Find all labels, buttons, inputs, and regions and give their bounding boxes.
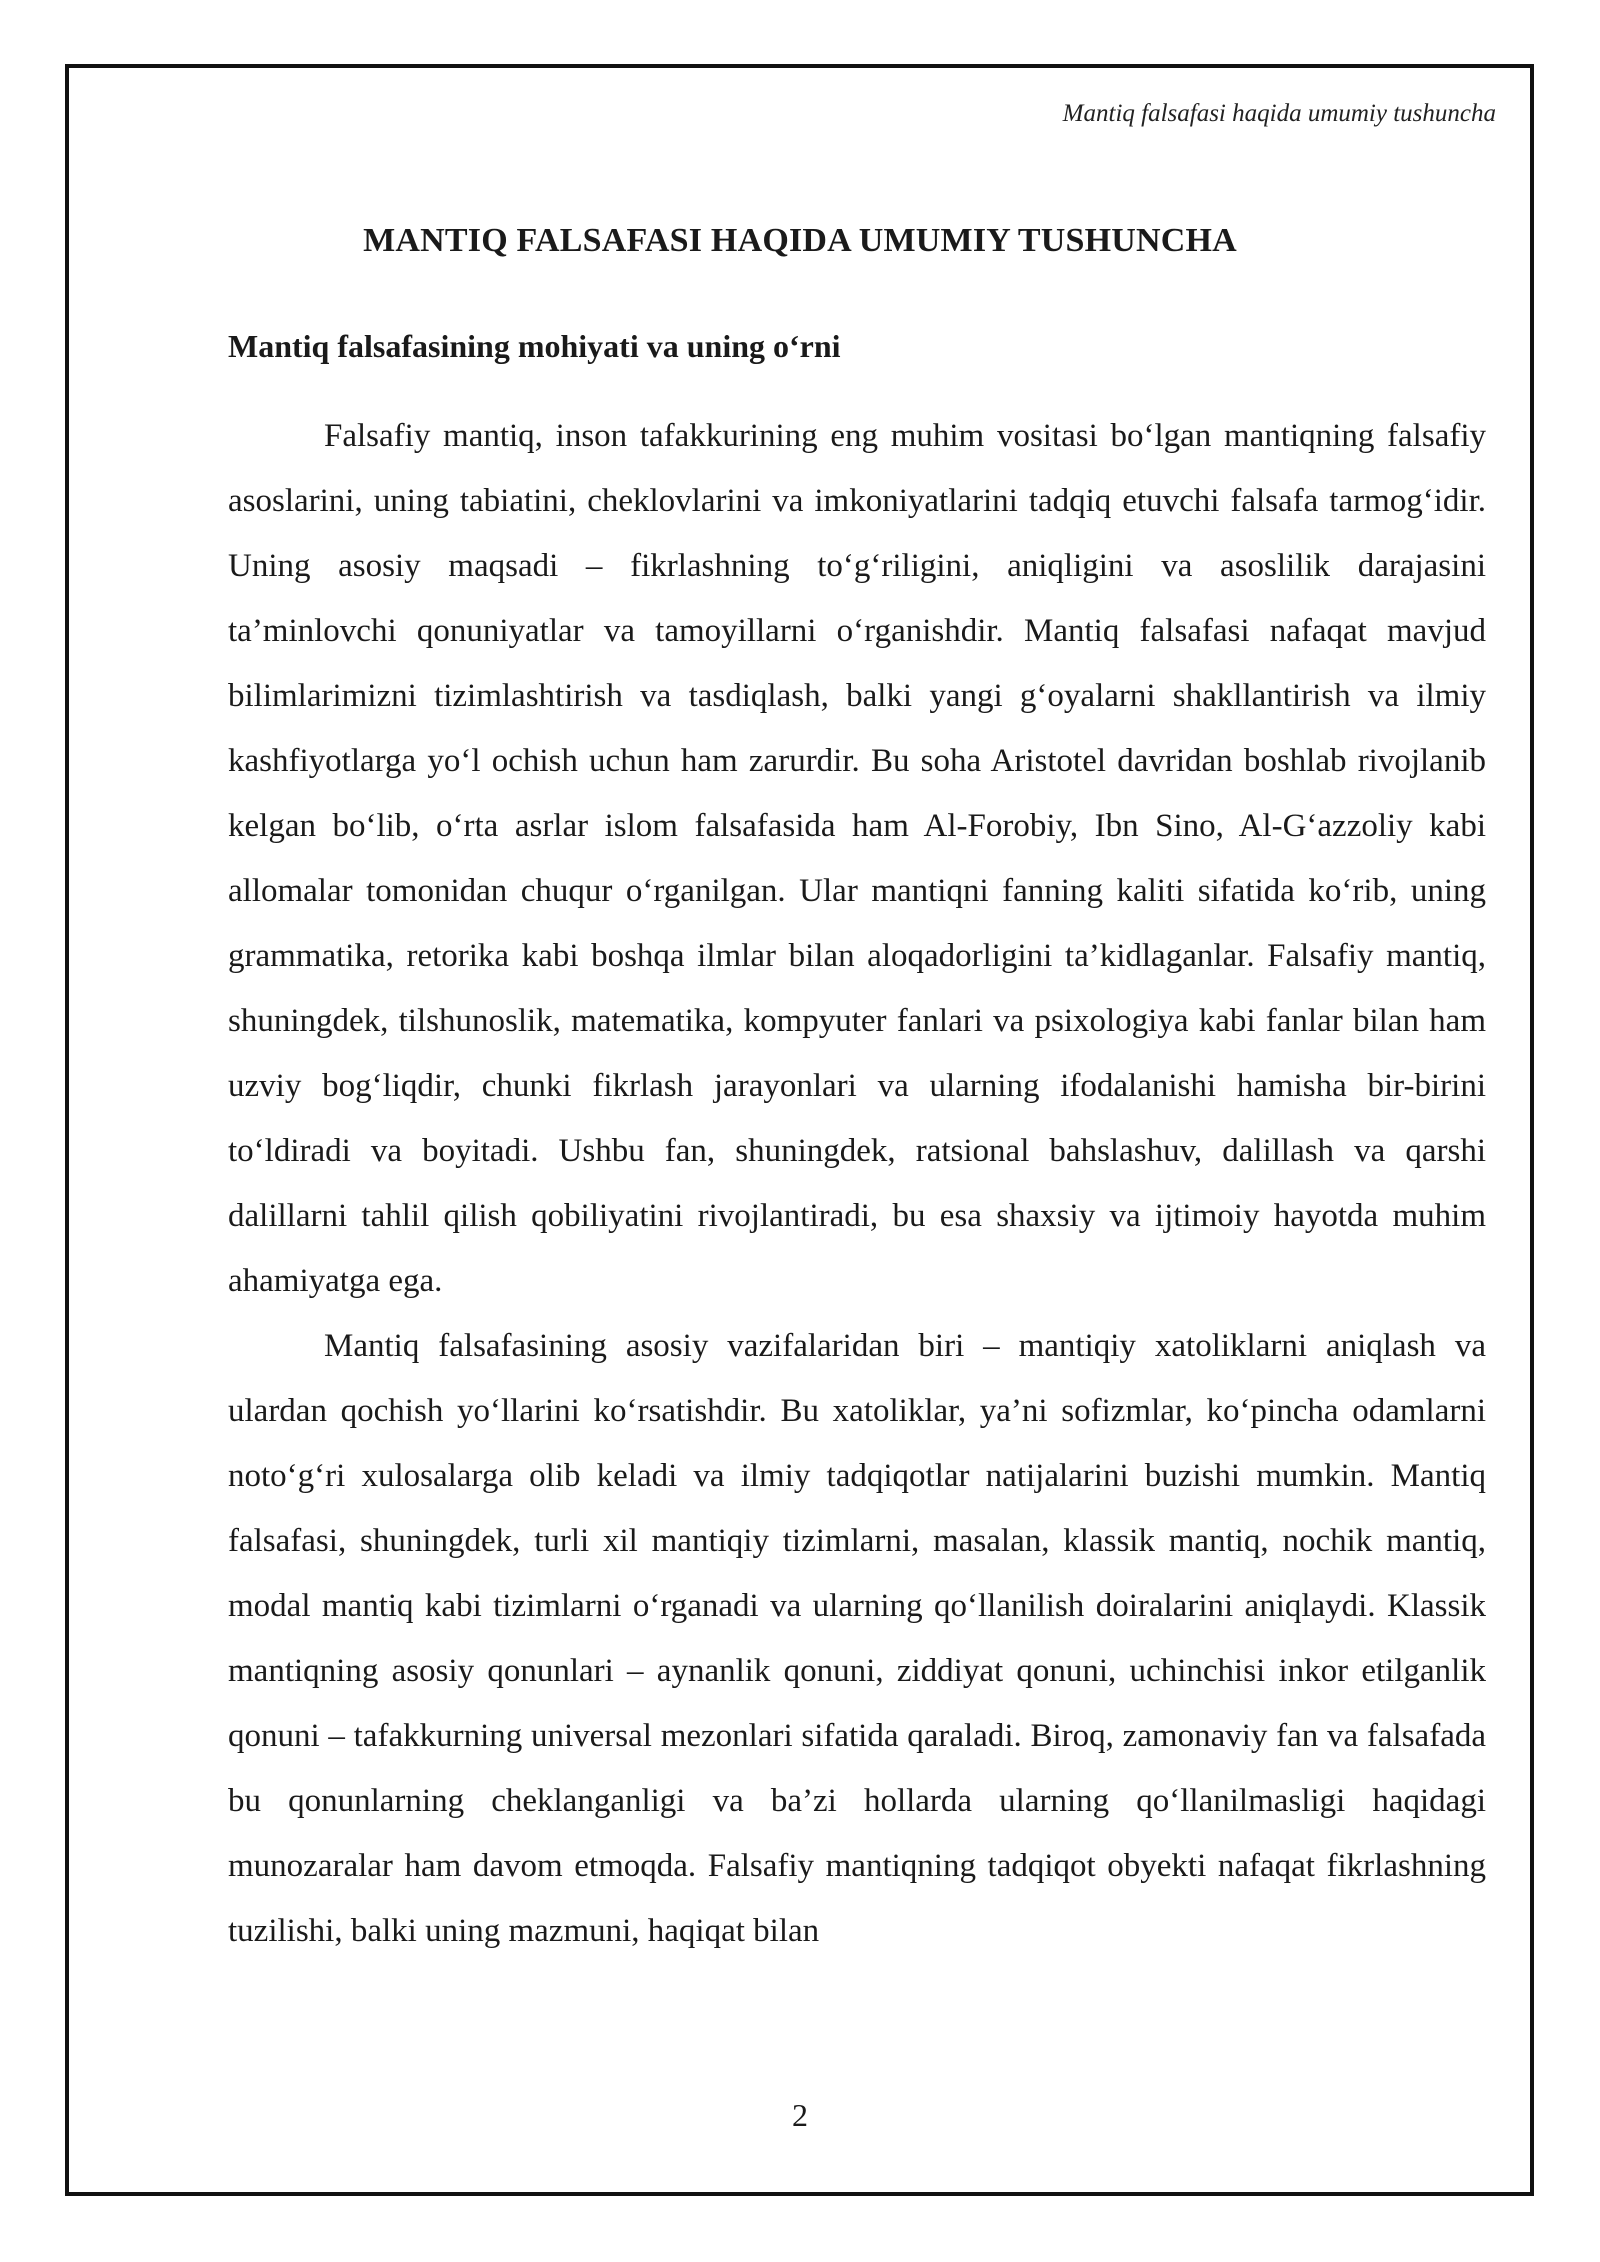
paragraph: Mantiq falsafasining asosiy vazifalaridan biri – mantiqiy xatoliklarni aniqlash va ulardan qochish yo‘llarini ko‘rsatishdir. Bu xatoliklar, ya’ni sofizmlar, ko‘pincha odamlarni noto‘g‘ri xulosalarga olib keladi va ilmiy tadqiqotlar natijalarini buzishi mumkin. Mantiq falsafasi, shuningdek, turli xil mantiqiy tizimlarni, masalan, klassik mantiq, nochik mantiq, modal mantiq kabi tizimlarni o‘rganadi va ularning qo‘llanilish doiralarini aniqlaydi. Klassik mantiqning asosiy qonunlari – aynanlik qonuni, ziddiyat qonuni, uchinchisi inkor etilganlik qonuni – tafakkurning universal mezonlari sifatida qaraladi. Biroq, zamonaviy fan va falsafada bu qonunlarning cheklanganligi va ba’zi hollarda ularning qo‘llanilmasligi haqidagi munozaralar ham davom etmoqda. Falsafiy mantiqning tadqiqot obyekti nafaqat fikrlashning tuzilishi, balki uning mazmuni, haqiqat bilan — [228, 1328, 1486, 1949]
paragraph: Falsafiy mantiq, inson tafakkurining eng muhim vositasi bo‘lgan mantiqning falsafiy asoslarini, uning tabiatini, cheklovlarini va imkoniyatlarini tadqiq etuvchi falsafa tarmog‘idir. Uning asosiy maqsadi – fikrlashning to‘g‘riligini, aniqligini va asoslilik darajasini ta’minlovchi qonuniyatlar va tamoyillarni o‘rganishdir. Mantiq falsafasi nafaqat mavjud bilimlarimizni tizimlashtirish va tasdiqlash, balki yangi g‘oyalarni shakllantirish va ilmiy kashfiyotlarga yo‘l ochish uchun ham zarurdir. Bu soha Aristotel davridan boshlab rivojlanib kelgan bo‘lib, o‘rta asrlar islom falsafasida ham Al-Forobiy, Ibn Sino, Al-G‘azzoliy kabi allomalar tomonidan chuqur o‘rganilgan. Ular mantiqni fanning kaliti sifatida ko‘rib, uning grammatika, retorika kabi boshqa ilmlar bilan aloqadorligini ta’kidlaganlar. Falsafiy mantiq, shuningdek, tilshunoslik, matematika, kompyuter fanlari va psixologiya kabi fanlar bilan ham uzviy bog‘liqdir, chunki fikrlash jarayonlari va ularning ifodalanishi hamisha bir-birini to‘ldiradi va boyitadi. Ushbu fan, shuningdek, ratsional bahslashuv, dalillash va qarshi dalillarni tahlil qilish qobiliyatini rivojlantiradi, bu esa shaxsiy va ijtimoiy hayotda muhim ahamiyatga ega. — [228, 418, 1486, 1299]
body-text — [228, 404, 1486, 1964]
page-number: 2 — [792, 2097, 808, 2133]
document-title: MANTIQ FALSAFASI HAQIDA UMUMIY TUSHUNCHA — [363, 222, 1237, 259]
running-header: Mantiq falsafasi haqida umumiy tushuncha — [1062, 100, 1496, 127]
section-heading: Mantiq falsafasining mohiyati va uning o‘rni — [228, 328, 841, 364]
